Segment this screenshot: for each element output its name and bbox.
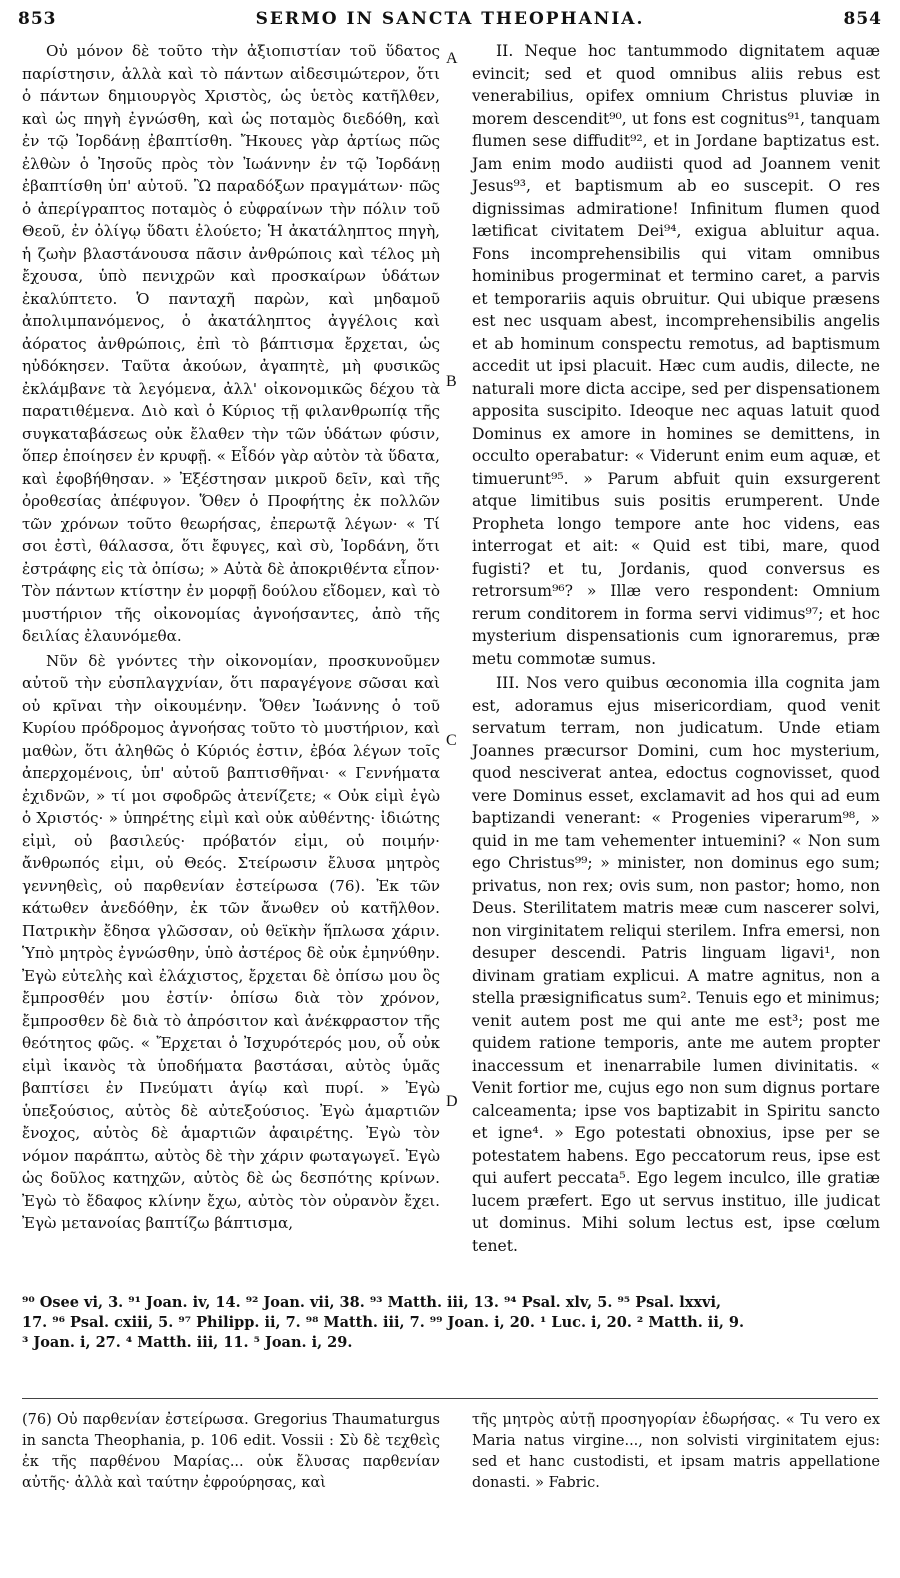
margin-letter-d: D	[446, 1093, 458, 1110]
latin-column	[472, 40, 880, 1257]
footnote-right: τῆς μητρὸς αὐτῇ προσηγορίαν ἐδωρήσας. « Tu vero ex Maria natus virgine..., non solvisti virginitatem ejus: sed et hanc custodisti, et ipsam matris appellatione donasti. » Fabric.	[472, 1412, 880, 1491]
footnote-left: (76) Οὐ παρθενίαν ἐστείρωσα. Gregorius Thaumaturgus in sancta Theophania, p. 106 edit. Vossii : Σὺ δὲ τεχθεὶς ἐκ τῆς παρθένου Μαρίας... οὐκ ἔλυσας παρθενίαν αὐτῆς· ἀλλὰ καὶ ταύτην ἐφρούρησας, καὶ	[22, 1412, 440, 1491]
greek-paragraph-1: Οὐ μόνον δὲ τοῦτο τὴν ἀξιοπιστίαν τοῦ ὕδατος παρίστησιν, ἀλλὰ καὶ τὸ πάντων αἰδεσιμώτερον, ὅτι ὁ πάντων δημιουργὸς Χριστὸς, ὡς ὑετὸς κατῆλθεν, καὶ ὡς πηγὴ ἐγνώσθη, καὶ ὡς ποταμὸς διεδόθη, καὶ ἐν τῷ Ἰορδάνῃ ἐβαπτίσθη. Ἤκουες γὰρ ἀρτίως πῶς ἐλθὼν ὁ Ἰησοῦς πρὸς τὸν Ἰωάννην ἐν τῷ Ἰορδάνῃ ἐβαπτίσθη ὑπ' αὐτοῦ. Ὢ παραδόξων πραγμάτων· πῶς ὁ ἀπερίγραπτος ποταμὸς ὁ εὐφραίνων τὴν πόλιν τοῦ Θεοῦ, ἐν ὀλίγῳ ὕδατι ἐλούετο; Ἡ ἀκατάληπτος πηγὴ, ἡ ζωὴν βλαστάνουσα πᾶσιν ἀνθρώποις καὶ τέλος μὴ ἔχουσα, ὑπὸ πενιχρῶν καὶ προσκαίρων ὑδάτων ἐκαλύπτετο. Ὁ πανταχῆ παρὼν, καὶ μηδαμοῦ ἀπολιμπανόμενος, ὁ ἀκατάληπτος ἀγγέλοις καὶ ἀόρατος ἀνθρώποις, ἐπὶ τὸ βάπτισμα ἔρχεται, ὡς ηὐδόκησεν. Ταῦτα ἀκούων, ἀγαπητὲ, μὴ φυσικῶς ἐκλάμβανε τὰ λεγόμενα, ἀλλ' οἰκονομικῶς δέχου τὰ παρατιθέμενα. Διὸ καὶ ὁ Κύριος τῇ φιλανθρωπίᾳ τῆς συγκαταβάσεως οὐκ ἔλαθεν τὴν τῶν ὑδάτων φύσιν, ὅπερ ἐποίησεν ἐν κρυφῇ. « Εἶδόν γὰρ αὐτὸν τὰ ὕδατα, καὶ ἐφοβήθησαν. » Ἐξέστησαν μικροῦ δεῖν, καὶ τῆς ὀροθεσίας ἀπέφυγον. Ὅθεν ὁ Προφήτης ἐκ πολλῶν τῶν χρόνων τοῦτο θεωρήσας, ἐπερωτᾷ λέγων· « Τί σοι ἐστὶ, θάλασσα, ὅτι ἔφυγες, καὶ σὺ, Ἰορδάνη, ὅτι ἐστράφης εἰς τὰ ὀπίσω; » Αὐτὰ δὲ ἀποκριθέντα εἶπον· Τὸν πάντων κτίστην ἐν μορφῇ δούλου εἴδομεν, καὶ τὸ μυστήριον τῆς οἰκονομίας ἀγνοήσαντες, ἀπὸ τῆς δειλίας ἐλαυνόμεθα.	[22, 42, 441, 645]
latin-paragraph-1: II. Neque hoc tantummodo dignitatem aquæ evincit; sed et quod omnibus aliis rebus est venerabilius, opifex omnium Christus pluviæ in morem descendit⁹⁰, ut fons est cognitus⁹¹, tanquam flumen sese diffudit⁹², et in Jordane baptizatus est. Jam enim modo audiisti quod ad Joannem venit Jesus⁹³, et baptismum ab eo suscepit. O res dignissimas admiratione! Infinitum flumen quod lætificat civitatem Dei⁹⁴, exigua abluitur aqua. Fons incomprehensibilis qui vitam omnibus hominibus progerminat et termino caret, a parvis et temporariis aquis obruitur. Qui ubique præsens est nec usquam abest, incomprehensibilis angelis et ab hominum conspectu remotus, ad baptismum accedit ut ipsi placuit. Hæc cum audis, dilecte, ne naturali more dicta accipe, sed per dispensationem apposita suscipito. Ideoque nec aquas latuit quod Dominus ex amore in homines se demittens, in occulto operabatur: « Viderunt enim eum aquæ, et timuerunt⁹⁵. » Parum abfuit quin exsurgerent atque limitibus suis positis erumperent. Unde Propheta longo tempore ante hoc videns, eas interrogat et ait: « Quid est tibi, mare, quod fugisti? et tu, Jordanis, quod conversus es retrorsum⁹⁶? » Illæ vero respondent: Omnium rerum conditorem in forma servi vidimus⁹⁷; et hoc mysterium dispensationis cum ignoraremus, præ metu commotæ sumus.	[472, 42, 880, 668]
footnote-divider	[22, 1398, 878, 1399]
scripture-notes	[22, 1293, 878, 1353]
scripture-notes-line-3: ³ Joan. i, 27. ⁴ Matth. iii, 11. ⁵ Joan. i, 29.	[22, 1334, 353, 1351]
greek-column	[22, 40, 440, 1235]
page-number-left: 853	[18, 9, 57, 29]
latin-paragraph-2: III. Nos vero quibus œconomia illa cognita jam est, adoramus ejus misericordiam, quod venit servatum terram, non judicatum. Unde etiam Joannes præcursor Domini, cum hoc mysterium, quod nesciverat antea, edoctus cognovisset, quod vere Dominus esset, exclamavit ad hos qui ad eum baptizandi venerant: « Progenies viperarum⁹⁸, » quid in me tam vehementer intuemini? « Non sum ego Christus⁹⁹; » minister, non dominus ego sum; privatus, non rex; ovis sum, non pastor; homo, non Deus. Sterilitatem matris meæ cum nascerer solvi, non virginitatem reliqui sterilem. Infra emersi, non desuper descendi. Patris linguam ligavi¹, non divinam gratiam explicui. A matre agnitus, non a stella præsignificatus sum². Tenuis ego et minimus; venit autem post me qui ante me est³; post me quidem ratione temporis, ante me autem propter inaccessum et inenarrabile lumen divinitatis. « Venit fortior me, cujus ego non sum dignus portare calceamenta; ipse vos baptizabit in Spiritu sancto et igne⁴. » Ego potestati obnoxius, ipse per se potestatem habens. Ego peccatorum reus, ipse est qui aufert peccata⁵. Ego legem inculco, ille gratiæ lucem præfert. Ego ut servus instituo, ille judicat ut dominus. Mihi solum lectus est, ipse cœlum tenet.	[472, 674, 880, 1255]
page-number-right: 854	[843, 9, 882, 29]
running-header	[18, 4, 882, 34]
scripture-notes-line-2: 17. ⁹⁶ Psal. cxiii, 5. ⁹⁷ Philipp. ii, 7. ⁹⁸ Matth. iii, 7. ⁹⁹ Joan. i, 20. ¹ Luc. i, 20. ² Matth. ii, 9.	[22, 1314, 745, 1331]
margin-letter-b: B	[446, 373, 457, 390]
running-title: SERMO IN SANCTA THEOPHANIA.	[255, 9, 645, 29]
margin-letter-c: C	[446, 732, 457, 749]
greek-paragraph-2: Νῦν δὲ γνόντες τὴν οἰκονομίαν, προσκυνοῦμεν αὐτοῦ τὴν εὐσπλαγχνίαν, ὅτι παραγέγονε σῶσαι καὶ οὐ κρῖναι τὴν οἰκουμένην. Ὅθεν Ἰωάννης ὁ τοῦ Κυρίου πρόδρομος ἀγνοήσας τοῦτο τὸ μυστήριον, καὶ μαθὼν, ὅτι ἀληθῶς ὁ Κύριός ἐστιν, ἐβόα λέγων τοῖς ἀπερχομένοις, ὑπ' αὐτοῦ βαπτισθῆναι· « Γεννήματα ἐχιδνῶν, » τί μοι σφοδρῶς ἀτενίζετε; « Οὐκ εἰμὶ ἐγὼ ὁ Χριστός· » ὑπηρέτης εἰμὶ καὶ οὐκ αὐθέντης· ἰδιώτης εἰμὶ, οὐ βασιλεύς· πρόβατόν εἰμι, οὐ ποιμήν· ἄνθρωπός εἰμι, οὐ Θεός. Στείρωσιν ἔλυσα μητρὸς γεννηθεὶς, οὐ παρθενίαν ἐστείρωσα (76). Ἐκ τῶν κάτωθεν ἀνεδόθην, ἐκ τῶν ἄνωθεν οὐ κατῆλθον. Πατρικὴν ἔδησα γλῶσσαν, οὐ θεϊκὴν ἥπλωσα χάριν. Ὑπὸ μητρὸς ἐγνώσθην, ὑπὸ ἀστέρος δὲ οὐκ ἐμηνύθην. Ἐγὼ εὐτελὴς καὶ ἐλάχιστος, ἔρχεται δὲ ὀπίσω μου ὃς ἔμπροσθέν μου ἐστίν· ὀπίσω διὰ τὸν χρόνον, ἔμπροσθεν δὲ διὰ τὸ ἀπρόσιτον καὶ ἀνέκφραστον τῆς θεότητος φῶς. « Ἔρχεται ὁ Ἰσχυρότερός μου, οὗ οὐκ εἰμὶ ἱκανὸς τὰ ὑποδήματα βαστάσαι, αὐτὸς ὑμᾶς βαπτίσει ἐν Πνεύματι ἁγίῳ καὶ πυρί. » Ἐγὼ ὑπεξούσιος, αὐτὸς δὲ αὐτεξούσιος. Ἐγὼ ἁμαρτιῶν ἔνοχος, αὐτὸς δὲ ἁμαρτιῶν ἀφαιρέτης. Ἐγὼ τὸν νόμον παράπτω, αὐτὸς δὲ τὴν χάριν φωταγωγεῖ. Ἐγὼ ὡς δοῦλος κατηχῶν, αὐτὸς δὲ ὡς δεσπότης κρίνων. Ἐγὼ τὸ ἔδαφος κλίνην ἔχω, αὐτὸς τὸν οὐρανὸν ἔχει. Ἐγὼ μετανοίας βαπτίζω βάπτισμα,	[22, 651, 440, 1232]
margin-letter-a: A	[446, 50, 458, 67]
scripture-notes-line-1: ⁹⁰ Osee vi, 3. ⁹¹ Joan. iv, 14. ⁹² Joan. vii, 38. ⁹³ Matth. iii, 13. ⁹⁴ Psal. xlv, 5. ⁹⁵ Psal. lxxvi,	[22, 1294, 722, 1311]
